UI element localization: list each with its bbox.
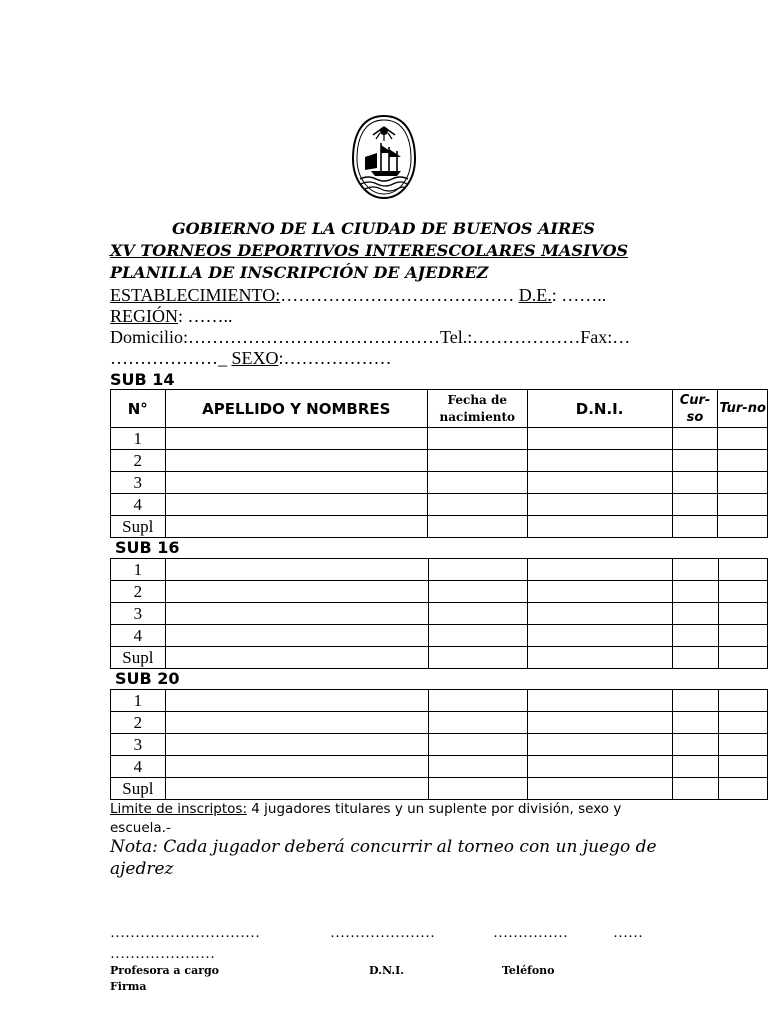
turno-cell[interactable]: [718, 516, 768, 538]
de-label: D.E.: [518, 285, 552, 305]
curso-cell[interactable]: [673, 559, 718, 581]
table-row: [111, 603, 768, 625]
dni-cell[interactable]: [527, 734, 672, 756]
row-number: 2: [111, 581, 166, 603]
turno-cell[interactable]: [718, 647, 768, 669]
city-coat-of-arms-seal: [351, 113, 417, 201]
label-telefono: Teléfono: [502, 964, 555, 977]
dni-cell[interactable]: [527, 625, 672, 647]
dni-cell[interactable]: [527, 756, 672, 778]
table-row: [111, 734, 768, 756]
dni-cell[interactable]: [527, 428, 672, 450]
dni-cell[interactable]: [527, 647, 672, 669]
birthdate-cell[interactable]: [428, 690, 527, 712]
signature-blank-firma[interactable]: ……: [613, 925, 643, 941]
turno-cell[interactable]: [718, 734, 768, 756]
dni-cell[interactable]: [527, 559, 672, 581]
table-row: [111, 472, 768, 494]
section-label-sub20: SUB 20: [115, 669, 180, 688]
header-form-title: PLANILLA DE INSCRIPCIÓN DE AJEDREZ: [110, 263, 489, 282]
registration-table-sub16: [110, 558, 768, 669]
col-header-curso: Cur-so: [672, 390, 718, 428]
name-cell[interactable]: [165, 625, 428, 647]
name-cell[interactable]: [165, 712, 428, 734]
name-cell[interactable]: [165, 756, 428, 778]
table-row: [111, 756, 768, 778]
row-number: 3: [111, 472, 166, 494]
curso-cell[interactable]: [673, 690, 718, 712]
turno-cell[interactable]: [718, 756, 768, 778]
birthdate-cell[interactable]: [428, 472, 528, 494]
header-government: GOBIERNO DE LA CIUDAD DE BUENOS AIRES: [172, 219, 595, 238]
label-profesora: Profesora a cargo: [110, 964, 220, 977]
row-number: 4: [111, 756, 166, 778]
establecimiento-line: [110, 285, 606, 306]
turno-cell[interactable]: [718, 450, 768, 472]
name-cell[interactable]: [165, 603, 428, 625]
birthdate-cell[interactable]: [428, 603, 527, 625]
header-tournament: XV TORNEOS DEPORTIVOS INTERESCOLARES MASIVOS: [110, 241, 629, 260]
table-row: [111, 581, 768, 603]
row-number: 3: [111, 603, 166, 625]
signature-blank-telefono[interactable]: ……………: [493, 925, 568, 941]
section-label-sub16: SUB 16: [115, 538, 180, 557]
dni-cell[interactable]: [527, 581, 672, 603]
limit-text: 4 jugadores titulares y un suplente por división, sexo y escuela.-: [110, 801, 622, 836]
birthdate-cell[interactable]: [428, 647, 527, 669]
registration-table-sub14: [110, 389, 768, 538]
registration-limit-note: [110, 800, 670, 838]
chess-set-note: Nota: Cada jugador deberá concurrir al torneo con un juego de ajedrez: [110, 837, 657, 879]
col-header-number: N°: [111, 390, 166, 428]
turno-cell[interactable]: [718, 428, 768, 450]
birthdate-cell[interactable]: [428, 516, 528, 538]
section-label-sub14: SUB 14: [110, 370, 175, 389]
name-cell[interactable]: [165, 647, 428, 669]
turno-cell[interactable]: [718, 472, 768, 494]
turno-cell[interactable]: [718, 603, 768, 625]
region-blank[interactable]: : ……..: [178, 306, 233, 326]
row-number: 1: [111, 559, 166, 581]
name-cell[interactable]: [165, 559, 428, 581]
curso-cell[interactable]: [673, 581, 718, 603]
table-row: [111, 494, 768, 516]
birthdate-cell[interactable]: [428, 756, 527, 778]
name-cell[interactable]: [165, 494, 427, 516]
col-header-name: APELLIDO Y NOMBRES: [165, 390, 427, 428]
dni-cell[interactable]: [527, 603, 672, 625]
name-cell[interactable]: [165, 690, 428, 712]
fax-blank-continued[interactable]: ………………_: [110, 348, 232, 368]
curso-cell[interactable]: [673, 603, 718, 625]
table-row: [111, 712, 768, 734]
region-label: REGIÓN: [110, 306, 178, 326]
name-cell[interactable]: [165, 428, 427, 450]
turno-cell[interactable]: [718, 690, 768, 712]
establecimiento-label: ESTABLECIMIENTO:: [110, 285, 281, 305]
limit-label: Limite de inscriptos:: [110, 801, 247, 817]
birthdate-cell[interactable]: [428, 625, 527, 647]
col-header-birthdate: Fecha de nacimiento: [428, 390, 528, 428]
row-number: 4: [111, 494, 166, 516]
curso-cell[interactable]: [673, 647, 718, 669]
row-number: 2: [111, 712, 166, 734]
birthdate-cell[interactable]: [428, 712, 527, 734]
table-row: [111, 559, 768, 581]
turno-cell[interactable]: [718, 712, 768, 734]
curso-cell[interactable]: [673, 734, 718, 756]
birthdate-cell[interactable]: [428, 734, 527, 756]
name-cell[interactable]: [165, 472, 427, 494]
row-number: 1: [111, 690, 166, 712]
name-cell[interactable]: [165, 734, 428, 756]
dni-cell[interactable]: [527, 472, 672, 494]
birthdate-cell[interactable]: [428, 428, 528, 450]
name-cell[interactable]: [165, 581, 428, 603]
row-number: Supl: [111, 778, 166, 800]
label-firma: Firma: [110, 980, 147, 993]
name-cell[interactable]: [165, 516, 427, 538]
curso-cell[interactable]: [672, 428, 718, 450]
curso-cell[interactable]: [672, 516, 718, 538]
row-number: 3: [111, 734, 166, 756]
table-row: [111, 428, 768, 450]
curso-cell[interactable]: [672, 450, 718, 472]
dni-cell[interactable]: [527, 494, 672, 516]
row-number: Supl: [111, 516, 166, 538]
row-number: Supl: [111, 647, 166, 669]
name-cell[interactable]: [165, 778, 428, 800]
registration-table-sub20: [110, 689, 768, 800]
dni-cell[interactable]: [527, 778, 672, 800]
col-header-turno: Tur-no: [718, 390, 768, 428]
curso-cell[interactable]: [672, 494, 718, 516]
curso-cell[interactable]: [673, 778, 718, 800]
sexo-label: SEXO: [231, 348, 279, 368]
dni-cell[interactable]: [527, 690, 672, 712]
birthdate-cell[interactable]: [428, 450, 528, 472]
curso-cell[interactable]: [673, 625, 718, 647]
table-row: [111, 690, 768, 712]
table-row: [111, 516, 768, 538]
birthdate-cell[interactable]: [428, 778, 527, 800]
turno-cell[interactable]: [718, 559, 768, 581]
row-number: 1: [111, 428, 166, 450]
row-number: 4: [111, 625, 166, 647]
signature-blank-dni[interactable]: …………………: [330, 925, 435, 941]
sexo-line: [110, 348, 392, 369]
region-line: [110, 306, 233, 327]
name-cell[interactable]: [165, 450, 427, 472]
dni-cell[interactable]: [527, 712, 672, 734]
birthdate-cell[interactable]: [428, 581, 527, 603]
col-header-dni: D.N.I.: [527, 390, 672, 428]
curso-cell[interactable]: [672, 472, 718, 494]
turno-cell[interactable]: [718, 581, 768, 603]
curso-cell[interactable]: [673, 756, 718, 778]
row-number: 2: [111, 450, 166, 472]
dni-cell[interactable]: [527, 450, 672, 472]
sexo-blank[interactable]: :………………: [278, 348, 392, 368]
turno-cell[interactable]: [718, 778, 768, 800]
dni-cell[interactable]: [527, 516, 672, 538]
turno-cell[interactable]: [718, 625, 768, 647]
table-row: [111, 647, 768, 669]
table-row: [111, 625, 768, 647]
turno-cell[interactable]: [718, 494, 768, 516]
birthdate-cell[interactable]: [428, 494, 528, 516]
domicilio-line[interactable]: Domicilio:……………………………………Tel.:………………Fax:…: [110, 327, 631, 347]
signature-blank-firma-continued[interactable]: …………………: [110, 946, 215, 962]
curso-cell[interactable]: [673, 712, 718, 734]
signature-blank-profesora[interactable]: …………………………: [110, 925, 260, 941]
label-dni: D.N.I.: [369, 964, 405, 977]
establecimiento-blank[interactable]: …………………………………: [280, 285, 519, 305]
table-header-row: [111, 390, 768, 428]
table-row: [111, 778, 768, 800]
birthdate-cell[interactable]: [428, 559, 527, 581]
table-row: [111, 450, 768, 472]
de-blank[interactable]: : ……..: [551, 285, 607, 305]
